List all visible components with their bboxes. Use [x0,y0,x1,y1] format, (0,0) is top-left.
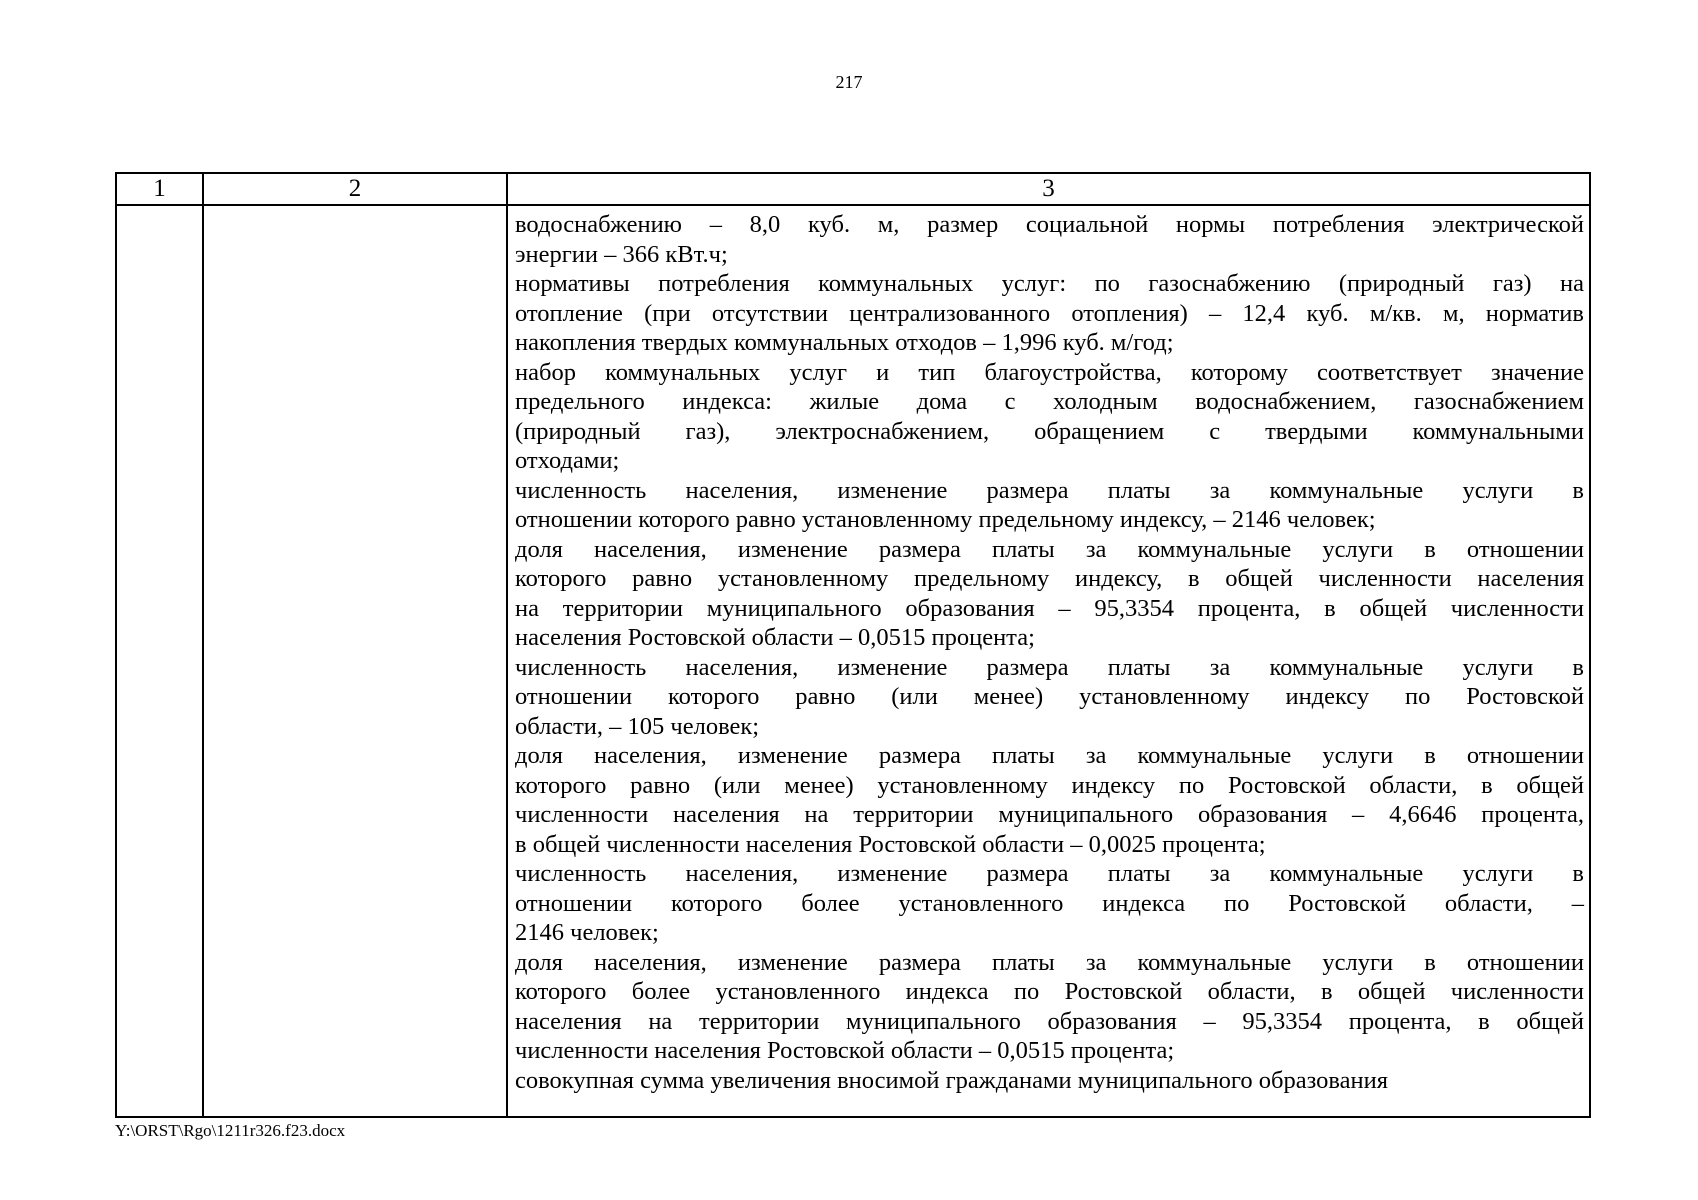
paragraph-line: области, – 105 человек; [515,712,760,740]
cell-column-3 [507,205,1590,1117]
paragraph-line: населения Ростовской области – 0,0515 процента; [515,624,1035,651]
paragraph-line: численности населения на территории муниципального образования – 4,6646 процента, [515,801,1584,828]
cell-column-1 [116,205,203,1117]
paragraph-line: отношении которого равно (или менее) установленному индексу по Ростовской [515,683,1584,710]
paragraph-line: которого более установленного индекса по Ростовской области, в общей численности [515,978,1584,1005]
paragraph-line: доля населения, изменение размера платы за коммунальные услуги в отношении [515,948,1584,976]
paragraph [515,653,1584,742]
paragraph-line: энергии – 366 кВт.ч; [515,240,728,268]
document-table [115,172,1591,1118]
paragraph-line: водоснабжению – 8,0 куб. м, размер социальной нормы потребления электрической [515,211,1584,238]
paragraph [515,948,1584,1066]
paragraph-line: совокупная сумма увеличения вносимой гражданами муниципального образования [515,1066,1388,1094]
paragraph [515,1066,1584,1096]
paragraph [515,210,1584,269]
table-row [116,205,1590,1117]
paragraph-line: численности населения Ростовской области – 0,0515 процента; [515,1037,1175,1064]
paragraph-line: которого равно (или менее) установленному индексу по Ростовской области, в общей [515,771,1584,799]
footer-file-path: Y:\ORST\Rgo\1211r326.f23.docx [115,1121,346,1140]
paragraph-line: доля населения, изменение размера платы за коммунальные услуги в отношении [515,742,1584,769]
paragraph-line: численность населения, изменение размера платы за коммунальные услуги в [515,476,1584,504]
paragraph-line: населения на территории муниципального образования – 95,3354 процента, в общей [515,1007,1584,1035]
paragraph-line: набор коммунальных услуг и тип благоустройства, которому соответствует значение [515,358,1584,386]
paragraph [515,859,1584,948]
paragraph-line: отношении которого равно установленному предельному индексу, – 2146 человек; [515,506,1376,533]
paragraph-line: предельного индекса: жилые дома с холодным водоснабжением, газоснабжением [515,388,1584,415]
paragraph-line: отношении которого более установленного индекса по Ростовской области, – [515,889,1584,917]
paragraph-line: накопления твердых коммунальных отходов – 1,996 куб. м/год; [515,329,1174,356]
column-header-3: 3 [507,173,1590,205]
paragraph-line: в общей численности населения Ростовской области – 0,0025 процента; [515,830,1266,858]
column-header-2: 2 [203,173,507,205]
paragraph [515,358,1584,476]
table-header-row [116,173,1590,205]
paragraph-line: (природный газ), электроснабжением, обращением с твердыми коммунальными [515,417,1584,445]
paragraph-line: на территории муниципального образования – 95,3354 процента, в общей численности [515,594,1584,622]
paragraph-line: нормативы потребления коммунальных услуг: по газоснабжению (природный газ) на [515,270,1584,297]
paragraph [515,535,1584,653]
paragraph-line: 2146 человек; [515,919,659,946]
paragraph [515,269,1584,358]
column-header-1: 1 [116,173,203,205]
cell-text-content [508,206,1589,1095]
paragraph-line: численность населения, изменение размера платы за коммунальные услуги в [515,653,1584,681]
paragraph [515,741,1584,859]
paragraph-line: которого равно установленному предельному индексу, в общей численности населения [515,565,1584,592]
paragraph-line: доля населения, изменение размера платы за коммунальные услуги в отношении [515,535,1584,563]
paragraph [515,476,1584,535]
paragraph-line: отходами; [515,447,620,474]
page-number: 217 [835,72,863,92]
paragraph-line: численность населения, изменение размера платы за коммунальные услуги в [515,860,1584,887]
paragraph-line: отопление (при отсутствии централизованного отопления) – 12,4 куб. м/кв. м, норматив [515,299,1584,327]
cell-column-2 [203,205,507,1117]
